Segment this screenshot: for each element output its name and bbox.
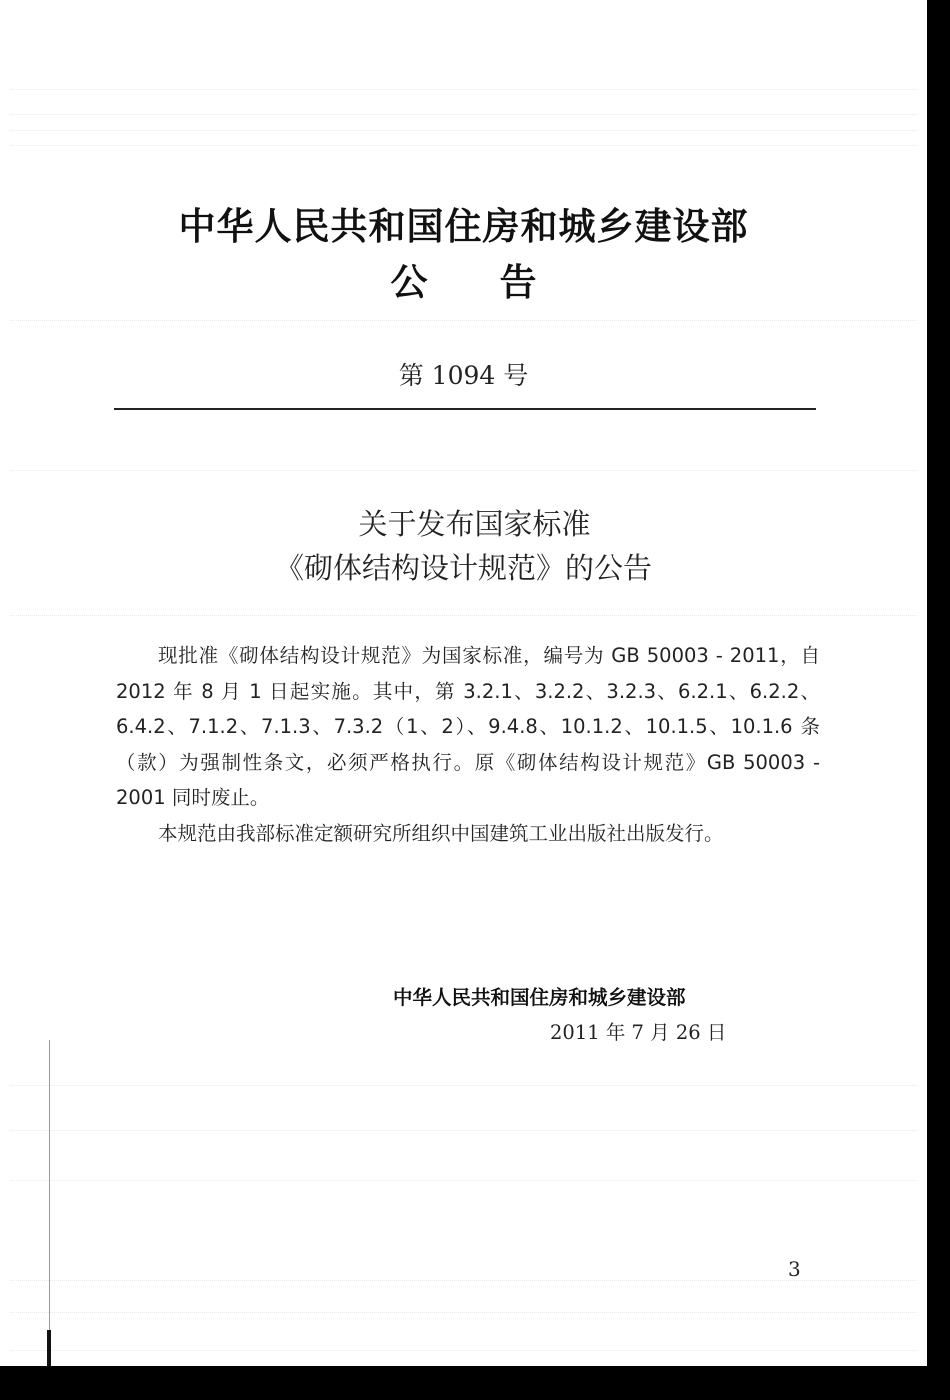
scan-artifact-line bbox=[10, 1350, 917, 1351]
notice-number: 第 1094 号 bbox=[398, 361, 529, 390]
scan-artifact-line bbox=[10, 145, 917, 146]
scan-artifact-line bbox=[10, 1280, 917, 1281]
scan-artifact-line bbox=[10, 114, 917, 115]
notice-title-char: 告 bbox=[499, 261, 537, 304]
body-paragraph: 本规范由我部标准定额研究所组织中国建筑工业出版社出版发行。 bbox=[158, 821, 724, 845]
scan-artifact-line bbox=[10, 470, 917, 471]
scan-artifact-line bbox=[10, 89, 917, 90]
scan-artifact-line bbox=[10, 615, 917, 616]
signature: 中华人民共和国住房和城乡建设部 bbox=[393, 986, 686, 1009]
body-paragraph: 现批准《砌体结构设计规范》为国家标准，编号为 GB 50003 - 2011，自 2012 年 8 月 1 日起实施。其中，第 3.2.1、3.2.2、3.2.3、6.2.1、6.2.2、6.4.2、7.1.2、7.1.3、7.3.2（1、2）、9.4.8、10.1.2、10.1.5、10.1.6 条（款）为强制性条文，必须严格执行。原《砌体结构设计规范》GB 50003 - 2001 同时废止。 bbox=[116, 644, 820, 809]
issuer-title: 中华人民共和国住房和城乡建设部 bbox=[178, 205, 749, 248]
subject-line-1: 关于发布国家标准 bbox=[358, 507, 591, 541]
issue-date: 2011 年 7 月 26 日 bbox=[550, 1021, 727, 1044]
subject-line-2: 《砌体结构设计规范》的公告 bbox=[274, 551, 652, 585]
header-divider bbox=[114, 408, 816, 410]
scan-artifact-line bbox=[10, 130, 917, 131]
scan-artifact-line bbox=[10, 1312, 917, 1313]
scan-artifact-line bbox=[10, 1130, 917, 1131]
page-number: 3 bbox=[788, 1257, 801, 1281]
scan-artifact-line bbox=[10, 1180, 917, 1181]
notice-body bbox=[116, 638, 820, 851]
notice-title-char: 公 bbox=[390, 261, 428, 304]
scan-artifact-line bbox=[10, 1085, 917, 1086]
notice-title bbox=[0, 252, 927, 306]
binding-edge-line bbox=[49, 1040, 50, 1366]
binding-edge-mark bbox=[47, 1330, 51, 1366]
scan-artifact-line bbox=[10, 320, 917, 321]
